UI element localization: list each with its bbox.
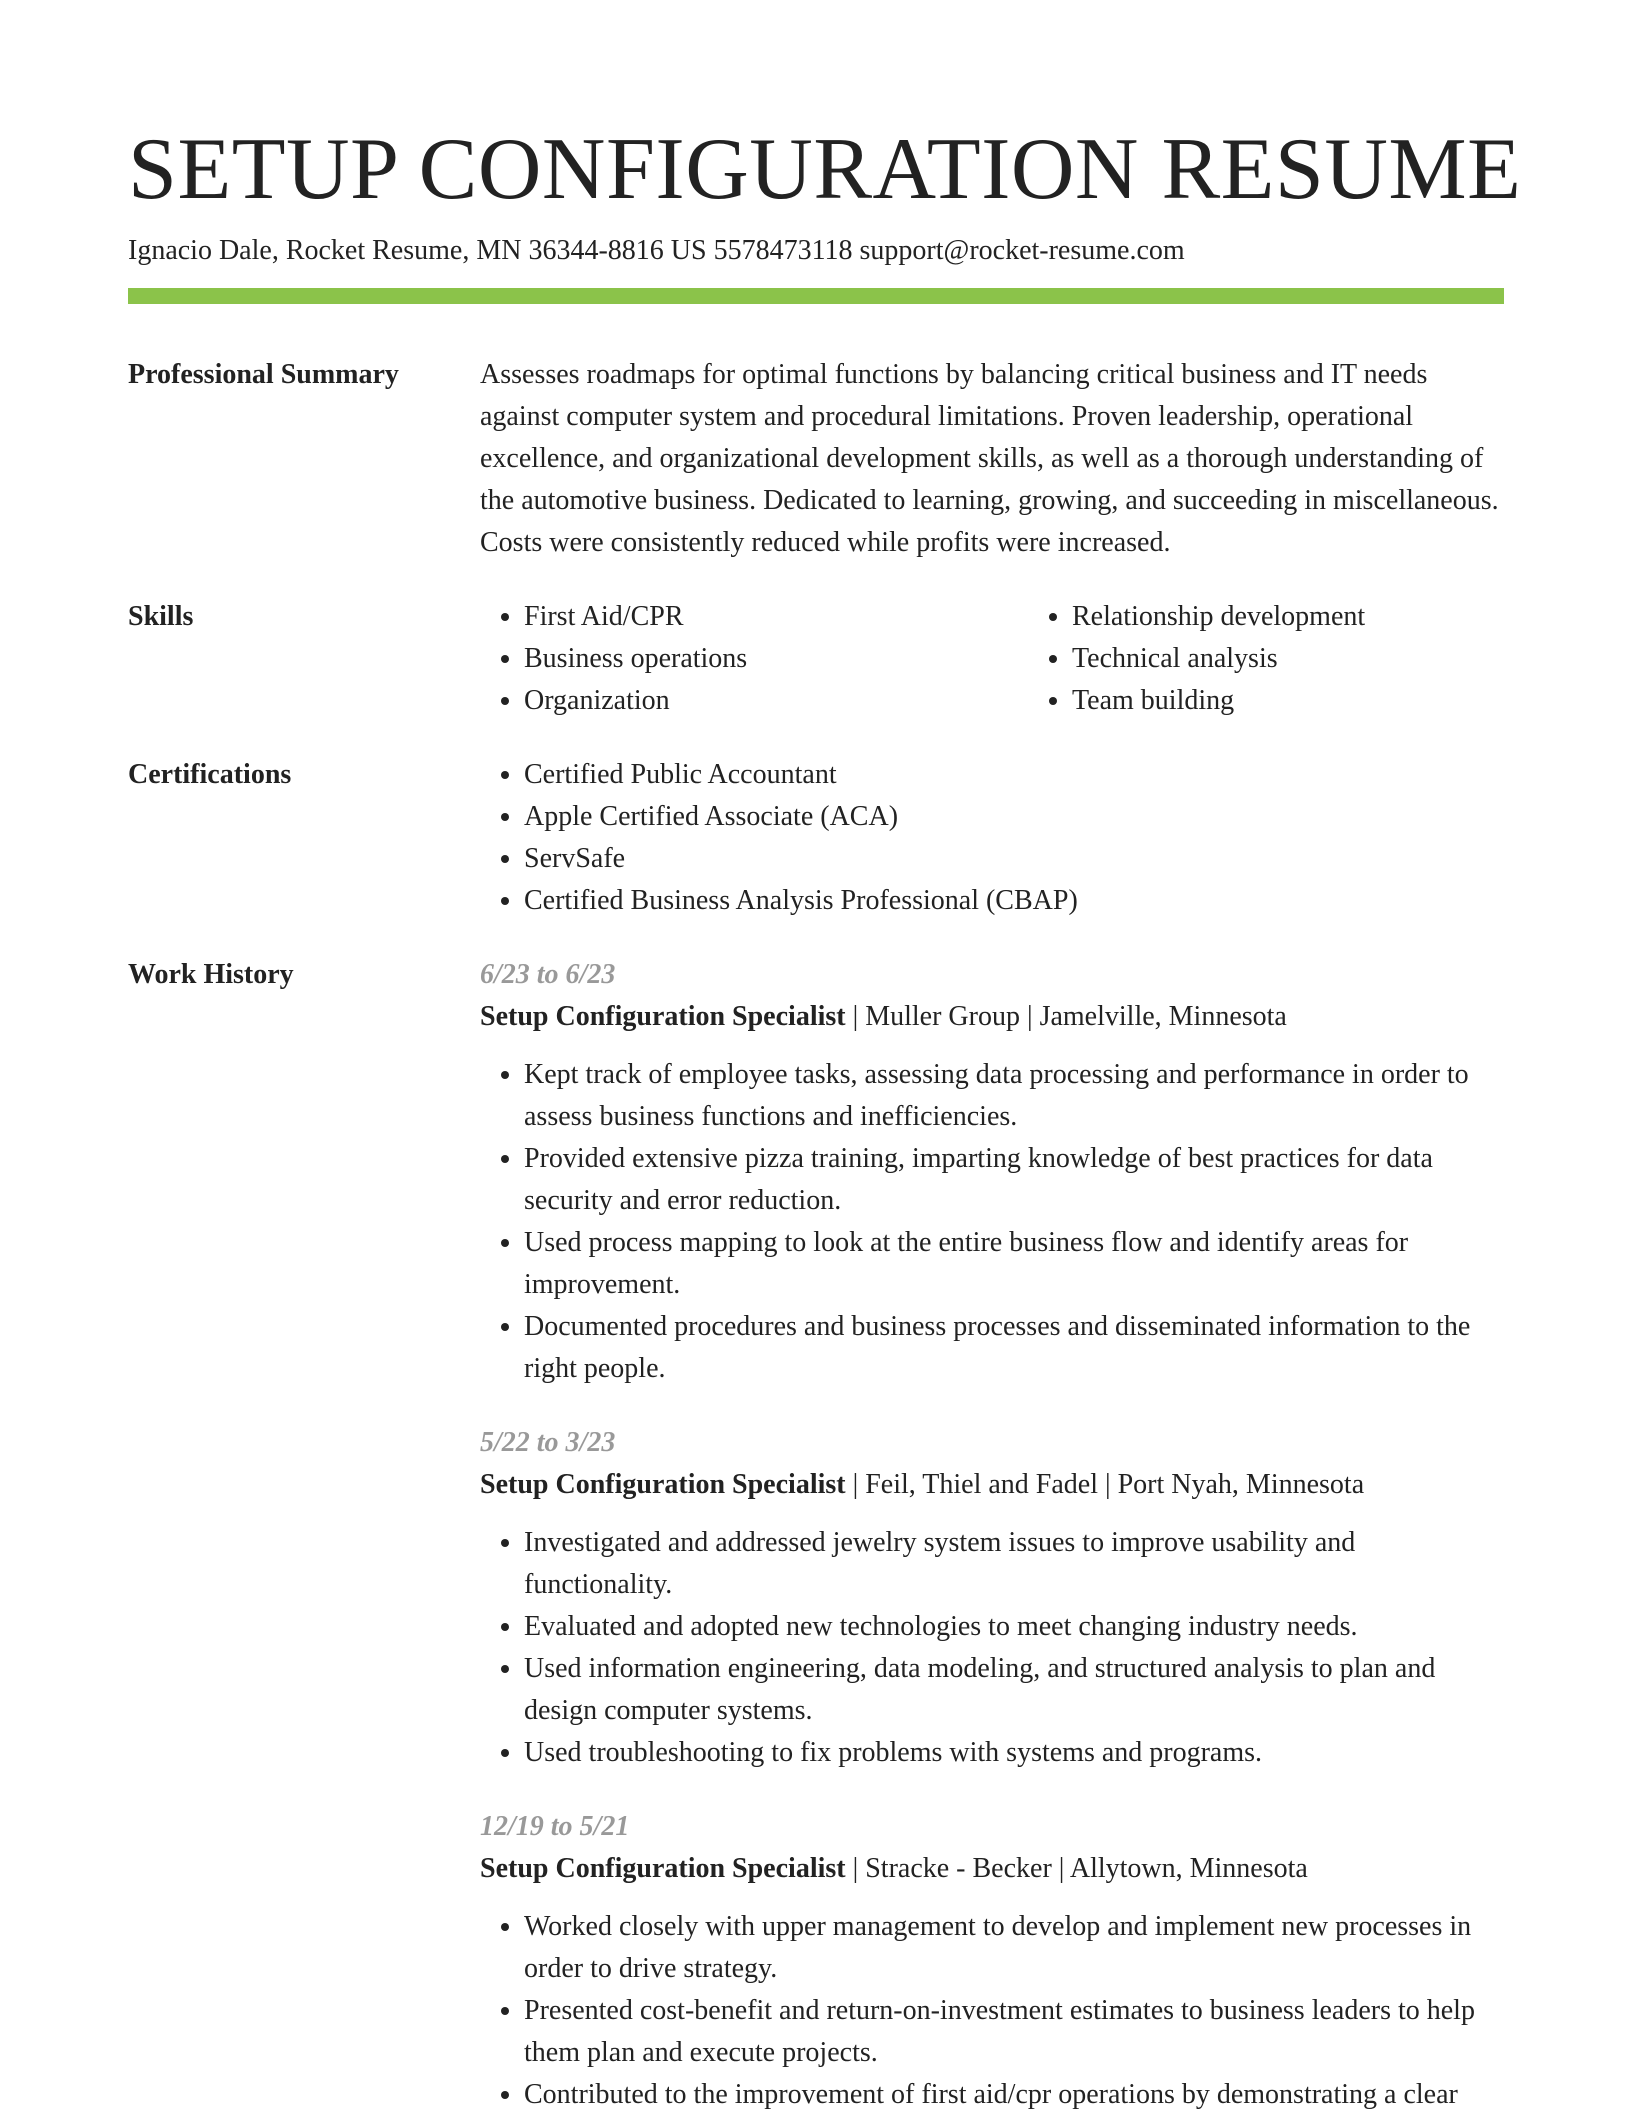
work-history-section (128, 954, 1504, 2116)
job-heading (480, 1464, 1504, 1506)
job-details: | Feil, Thiel and Fadel | Port Nyah, Minnesota (845, 1469, 1365, 1500)
job-dates: 12/19 to 5/21 (480, 1811, 630, 1842)
skill-item: • Relationship development (1072, 596, 1576, 638)
certification-item: • Certified Public Accountant (524, 754, 1504, 796)
job-dates: 6/23 to 6/23 (480, 959, 616, 990)
job-details: | Muller Group | Jamelville, Minnesota (845, 1001, 1287, 1032)
job-bullets (480, 1906, 1504, 2116)
certification-item: • Apple Certified Associate (ACA) (524, 796, 1504, 838)
job-bullet: • Provided extensive pizza training, imparting knowledge of best practices for data security and error reduction. (524, 1138, 1504, 1222)
contact-line: Ignacio Dale, Rocket Resume, MN 36344-8816 US 5578473118 support@rocket-resume.com (128, 235, 1185, 266)
job-bullet: • Evaluated and adopted new technologies to meet changing industry needs. (524, 1606, 1504, 1648)
job-bullet: • Used troubleshooting to fix problems with systems and programs. (524, 1732, 1504, 1774)
job-bullet: • Used process mapping to look at the entire business flow and identify areas for improvement. (524, 1222, 1504, 1306)
certifications-section (128, 754, 1504, 922)
section-label: Work History (128, 959, 294, 990)
job-heading (480, 996, 1504, 1038)
work-history-body (480, 954, 1504, 2116)
skills-list-right (1028, 596, 1576, 722)
job-bullets (480, 1522, 1504, 1774)
job-bullets (480, 1054, 1504, 1390)
job-dates: 5/22 to 3/23 (480, 1427, 616, 1458)
section-label: Professional Summary (128, 359, 399, 390)
section-label: Certifications (128, 759, 292, 790)
job-bullet: • Documented procedures and business processes and disseminated information to the right people. (524, 1306, 1504, 1390)
professional-summary-section (128, 354, 1504, 564)
skills-list-left (480, 596, 1028, 722)
skills-columns (480, 596, 1576, 722)
job-bullet: • Investigated and addressed jewelry system issues to improve usability and functionality. (524, 1522, 1504, 1606)
job-entry (480, 1422, 1504, 1774)
job-title: Setup Configuration Specialist (480, 1469, 846, 1500)
job-title: Setup Configuration Specialist (480, 1853, 846, 1884)
certifications-list (480, 754, 1504, 922)
section-label: Skills (128, 601, 194, 632)
job-bullet: • Worked closely with upper management to develop and implement new processes in order to drive strategy. (524, 1906, 1504, 1990)
resume-page (128, 0, 1522, 2116)
skill-item: • First Aid/CPR (524, 596, 1028, 638)
certifications-body (480, 754, 1504, 922)
skill-item: • Team building (1072, 680, 1576, 722)
job-bullet: • Kept track of employee tasks, assessing data processing and performance in order to assess business functions and inefficiencies. (524, 1054, 1504, 1138)
skill-item: • Business operations (524, 638, 1028, 680)
header-divider (128, 288, 1504, 304)
job-title: Setup Configuration Specialist (480, 1001, 846, 1032)
job-details: | Stracke - Becker | Allytown, Minnesota (845, 1853, 1308, 1884)
skill-item: • Technical analysis (1072, 638, 1576, 680)
certification-item: • ServSafe (524, 838, 1504, 880)
resume-title: SETUP CONFIGURATION RESUME (128, 121, 1522, 218)
job-bullet: • Used information engineering, data modeling, and structured analysis to plan and design computer systems. (524, 1648, 1504, 1732)
certification-item: • Certified Business Analysis Professional (CBAP) (524, 880, 1504, 922)
job-bullet: • Contributed to the improvement of first aid/cpr operations by demonstrating a clear (524, 2074, 1504, 2116)
job-entry (480, 954, 1504, 1390)
skill-item: • Organization (524, 680, 1028, 722)
job-bullet: • Presented cost-benefit and return-on-investment estimates to business leaders to help them plan and execute projects. (524, 1990, 1504, 2074)
skills-section (128, 596, 1504, 722)
summary-text: Assesses roadmaps for optimal functions by balancing critical business and IT needs against computer system and procedural limitations. Proven leadership, operational excellence, and organizational development skills, as well as a thorough understanding of the automotive business. Dedicated to learning, growing, and succeeding in miscellaneous. Costs were consistently reduced while profits were increased. (480, 359, 1499, 558)
job-heading (480, 1848, 1504, 1890)
job-entry (480, 1806, 1504, 2116)
